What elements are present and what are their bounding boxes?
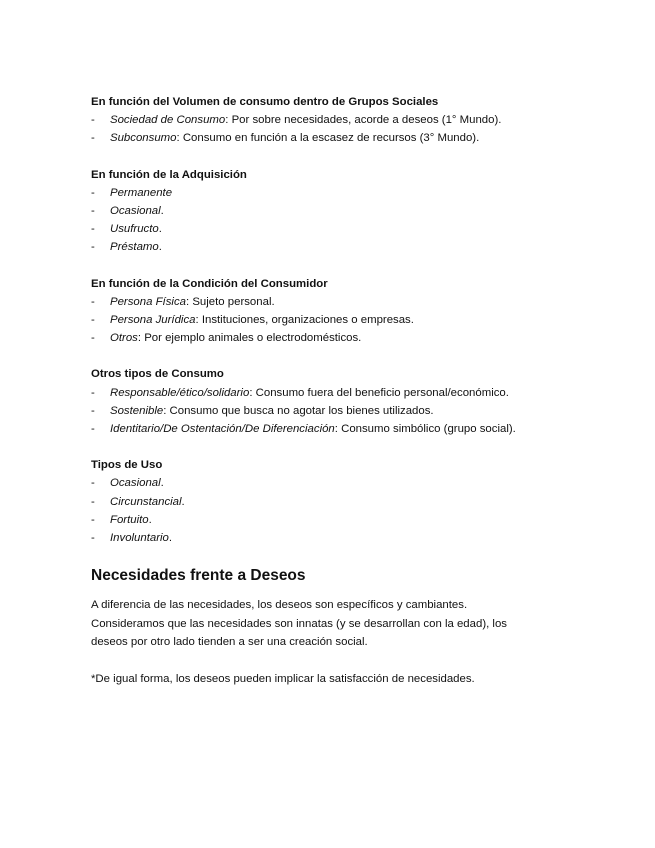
item-description: : Consumo simbólico (grupo social). [334, 423, 516, 436]
item-term: Persona Física [110, 295, 186, 308]
item-term: Subconsumo [110, 132, 177, 145]
bullet-dash: - [91, 241, 95, 254]
item-term: Persona Jurídica [110, 314, 196, 327]
item-description: . [148, 513, 152, 526]
bullet-dash: - [91, 314, 95, 327]
item-description: : Consumo que busca no agotar los bienes utilizados. [163, 404, 434, 417]
list-item [91, 329, 611, 347]
item-description: . [160, 477, 164, 490]
bullet-dash: - [91, 495, 95, 508]
list-item [91, 129, 611, 147]
bullet-dash: - [91, 404, 95, 417]
section-heading: Necesidades frente a Deseos [91, 567, 306, 585]
section-title: Otros tipos de Consumo [91, 368, 224, 381]
item-description: : Consumo fuera del beneficio personal/económico. [249, 386, 509, 399]
list-item [91, 220, 611, 238]
paragraph-line: Consideramos que las necesidades son innatas (y se desarrollan con la edad), los [91, 617, 507, 630]
section-title: Tipos de Uso [91, 459, 163, 472]
item-term: Permanente [110, 186, 173, 199]
sections-container [91, 93, 611, 547]
item-description: . [181, 495, 185, 508]
list-item [91, 202, 611, 220]
list-item [91, 529, 611, 547]
section [91, 365, 611, 438]
item-term: Identitario/De Ostentación/De Diferenciación [110, 423, 335, 436]
section-title: En función de la Adquisición [91, 168, 247, 181]
section-title: En función del Volumen de consumo dentro de Grupos Sociales [91, 96, 439, 108]
paragraph-line: A diferencia de las necesidades, los deseos son específicos y cambiantes. [91, 599, 468, 612]
item-term: Usufructo [110, 223, 159, 236]
list-item [91, 311, 611, 329]
section-title: En función de la Condición del Consumidor [91, 277, 328, 290]
list-item [91, 474, 611, 492]
section [91, 166, 611, 257]
item-description: : Instituciones, organizaciones o empresas. [195, 314, 414, 327]
section [91, 275, 611, 348]
bullet-dash: - [91, 332, 95, 345]
item-description: . [160, 205, 164, 218]
bullet-dash: - [91, 223, 95, 236]
bullet-dash: - [91, 513, 95, 526]
list-item [91, 384, 611, 402]
list-item [91, 293, 611, 311]
list-item [91, 111, 611, 129]
list-item [91, 402, 611, 420]
bullet-dash: - [91, 532, 95, 545]
bullet-dash: - [91, 186, 95, 199]
item-term: Préstamo [110, 241, 159, 254]
item-description: . [158, 241, 162, 254]
item-term: Sostenible [110, 404, 164, 417]
footnote: *De igual forma, los deseos pueden implicar la satisfacción de necesidades. [91, 673, 475, 686]
item-description: : Por ejemplo animales o electrodomésticos. [137, 332, 362, 345]
bullet-dash: - [91, 132, 95, 145]
item-description: . [168, 532, 173, 545]
list-item [91, 238, 611, 256]
item-term: Ocasional [110, 205, 161, 218]
item-description: : Sujeto personal. [185, 295, 275, 308]
list-item [91, 493, 611, 511]
bullet-dash: - [91, 114, 95, 127]
item-term: Involuntario [110, 532, 169, 545]
bullet-dash: - [91, 205, 95, 218]
item-description: : Por sobre necesidades, acorde a deseos (1° Mundo). [225, 114, 502, 127]
item-term: Sociedad de Consumo [110, 114, 226, 127]
bullet-dash: - [91, 386, 95, 399]
list-item [91, 511, 611, 529]
list-item [91, 184, 611, 202]
bullet-dash: - [91, 423, 95, 436]
section [91, 93, 611, 148]
item-term: Otros [110, 332, 138, 345]
paragraph-line: deseos por otro lado tienden a ser una creación social. [91, 636, 368, 649]
item-term: Fortuito [110, 513, 149, 526]
paragraph [91, 596, 611, 652]
item-term: Responsable/ético/solidario [110, 386, 250, 399]
bullet-dash: - [91, 295, 95, 308]
item-term: Ocasional [110, 477, 161, 490]
item-description: . [158, 223, 162, 236]
section [91, 456, 611, 547]
document-page [91, 93, 611, 689]
list-item [91, 420, 611, 438]
bullet-dash: - [91, 477, 95, 490]
item-term: Circunstancial [110, 495, 182, 508]
item-description: : Consumo en función a la escasez de recursos (3° Mundo). [176, 132, 480, 145]
